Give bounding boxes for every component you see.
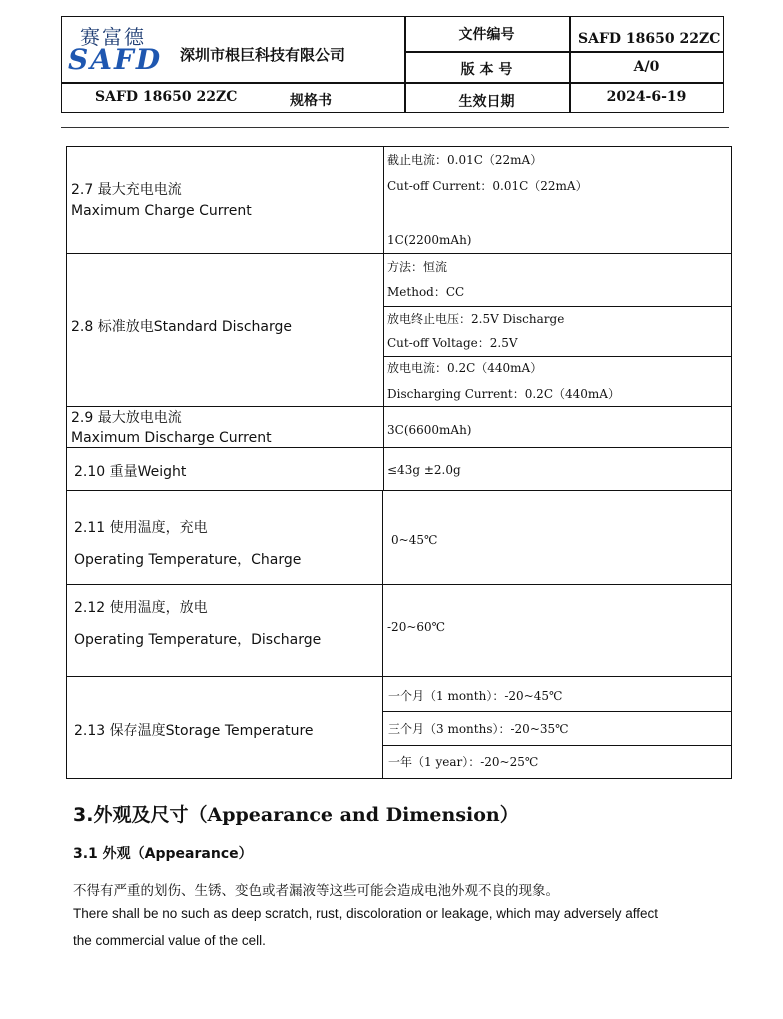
table-row-line [66,406,732,407]
table-row-line [383,306,732,307]
row-2-8-value: 放电电流：0.2C（440mA） [387,361,543,375]
row-2-9-label-en: Maximum Discharge Current [71,430,272,446]
section-3-title-cn: 外观及尺寸 [93,804,189,826]
effective-date-value: 2024-6-19 [606,89,687,105]
row-2-7-label-en: Maximum Charge Current [71,203,252,219]
row-2-13-value: 一个月（1 month）：-20~45℃ [388,689,563,703]
table-row-line [66,253,732,254]
row-2-9-label-cn: 2.9 最大放电电流 [71,410,182,426]
table-row-line [66,490,732,491]
row-2-8-value: Method：CC [387,285,465,299]
section-3-number: 3. [73,804,94,826]
table-row-line [66,447,732,448]
row-2-12-label-cn: 2.12 使用温度，放电 [74,600,208,616]
table-row-line [383,356,732,357]
row-2-11-value: 0~45℃ [391,533,438,547]
row-2-13-value: 三个月（3 months）：-20~35℃ [388,722,569,736]
table-row-line [66,584,732,585]
appearance-text-en: the commercial value of the cell. [73,933,266,948]
logo-chinese-text: 赛富德 [80,25,146,49]
spec-label: 规格书 [290,93,332,109]
section-3-title [73,800,519,827]
version-value: A/0 [633,59,660,75]
row-2-10-label: 2.10 重量Weight [74,464,187,480]
header-divider [404,51,724,53]
table-border [731,146,732,779]
company-name: 深圳市根巨科技有限公司 [180,46,346,64]
document-header [61,16,724,113]
row-2-8-value: Discharging Current：0.2C（440mA） [387,387,620,401]
table-column-divider [382,490,383,779]
row-2-7-label-cn: 2.7 最大充电电流 [71,182,182,198]
row-2-12-value: -20~60℃ [387,620,446,634]
row-2-7-value: Cut-off Current：0.01C（22mA） [387,179,588,193]
doc-number-label: 文件编号 [458,27,515,43]
model-number: SAFD 18650 22ZC [95,89,238,105]
section-3-1-title: 3.1 外观（Appearance） [73,846,253,862]
row-2-12-label-en: Operating Temperature，Discharge [74,632,322,648]
table-row-line [66,778,732,779]
appearance-text-cn: 不得有严重的划伤、生锈、变色或者漏液等这些可能会造成电池外观不良的现象。 [73,883,559,898]
table-row-line [66,676,732,677]
row-2-8-value: 方法：恒流 [387,260,448,274]
row-2-11-label-cn: 2.11 使用温度，充电 [74,520,208,536]
row-2-8-label: 2.8 标准放电Standard Discharge [71,319,292,335]
row-2-7-value: 截止电流：0.01C（22mA） [387,153,543,167]
row-2-8-value: 放电终止电压：2.5V Discharge [387,312,565,326]
header-rule [61,127,729,128]
table-row-line [66,146,732,147]
row-2-10-value: ≤43g ±2.0g [387,463,461,477]
table-border [66,146,67,779]
table-column-divider [383,146,384,490]
table-row-line [383,745,732,746]
effective-date-label: 生效日期 [458,94,515,110]
version-label: 版 本 号 [460,62,513,78]
appearance-text-en: There shall be no such as deep scratch, rust, discoloration or leakage, which may adversely affect [73,906,659,921]
doc-number-value: SAFD 18650 22ZC [578,31,721,47]
section-3-title-en: （Appearance and Dimension） [188,804,519,826]
row-2-13-label: 2.13 保存温度Storage Temperature [74,723,314,739]
header-divider [62,82,724,84]
row-2-7-value: 1C(2200mAh) [387,233,472,247]
logo-english-text: SAFD [68,43,163,76]
row-2-11-label-en: Operating Temperature，Charge [74,552,302,568]
row-2-13-value: 一年（1 year）：-20~25℃ [388,755,539,769]
table-row-line [383,711,732,712]
row-2-9-value: 3C(6600mAh) [387,423,472,437]
row-2-8-value: Cut-off Voltage：2.5V [387,336,518,350]
